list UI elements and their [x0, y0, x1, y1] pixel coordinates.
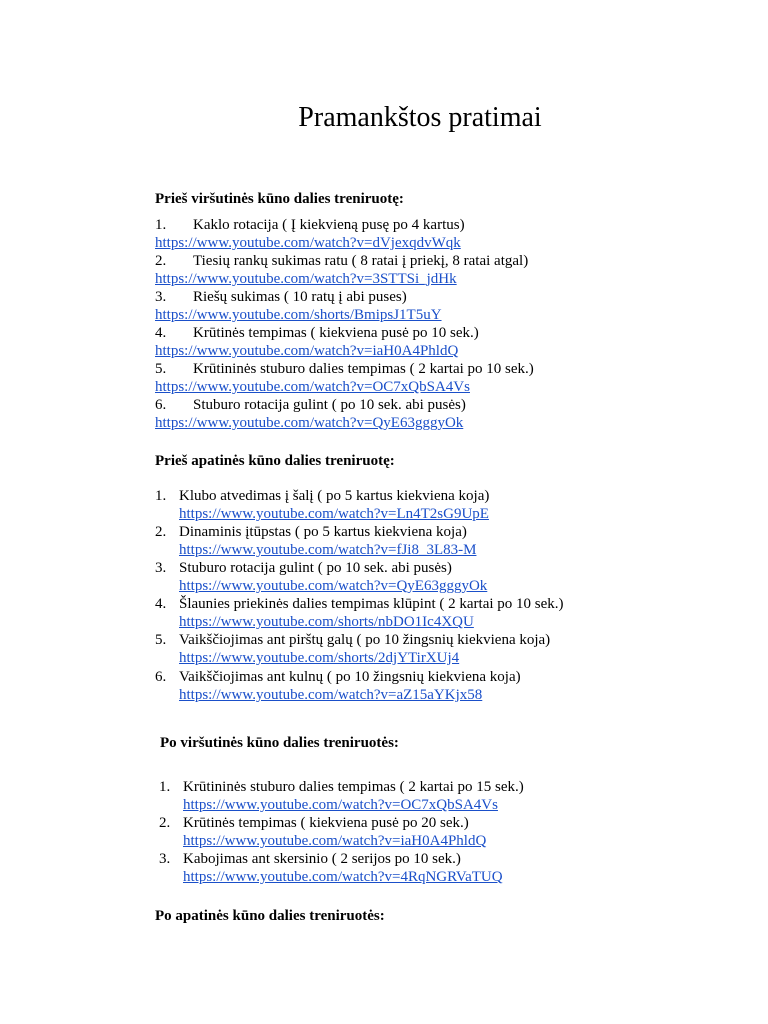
section-heading-upper-after: Po viršutinės kūno dalies treniruotės:: [160, 735, 399, 751]
item-number: 4.: [155, 325, 167, 341]
list-item: [159, 850, 461, 868]
item-number: 4.: [155, 596, 167, 612]
item-text: Klubo atvedimas į šalį ( po 5 kartus kiekviena koja): [179, 488, 490, 504]
item-number: 1.: [159, 779, 171, 795]
list-item: [155, 216, 465, 234]
video-link[interactable]: https://www.youtube.com/watch?v=QyE63gggyOk: [179, 578, 488, 594]
list-item: [155, 360, 534, 378]
item-text: Stuburo rotacija gulint ( po 10 sek. abi pusės): [193, 397, 466, 413]
list-item: [155, 396, 466, 414]
item-number: 6.: [155, 669, 167, 685]
item-text: Krūtininės stuburo dalies tempimas ( 2 kartai po 10 sek.): [193, 361, 534, 377]
list-item: [155, 523, 467, 541]
item-text: Vaikščiojimas ant kulnų ( po 10 žingsnių kiekviena koja): [179, 669, 521, 685]
item-number: 3.: [155, 289, 167, 305]
document-title: Pramankštos pratimai: [298, 102, 542, 133]
item-text: Krūtininės stuburo dalies tempimas ( 2 kartai po 15 sek.): [183, 779, 524, 795]
video-link[interactable]: https://www.youtube.com/watch?v=fJi8_3L83-M: [179, 542, 477, 558]
video-link[interactable]: https://www.youtube.com/watch?v=4RqNGRVaTUQ: [183, 869, 503, 885]
item-number: 5.: [155, 361, 167, 377]
item-text: Vaikščiojimas ant pirštų galų ( po 10 žingsnių kiekviena koja): [179, 632, 551, 648]
list-item: [155, 559, 452, 577]
video-link[interactable]: https://www.youtube.com/shorts/2djYTirXUj4: [179, 650, 460, 666]
item-text: Stuburo rotacija gulint ( po 10 sek. abi pusės): [179, 560, 452, 576]
list-item: [159, 814, 469, 832]
video-link[interactable]: https://www.youtube.com/watch?v=3STTSi_jdHk: [155, 271, 457, 287]
section-heading-upper-before: Prieš viršutinės kūno dalies treniruotę:: [155, 191, 404, 207]
list-item: [155, 324, 479, 342]
video-link[interactable]: https://www.youtube.com/watch?v=iaH0A4PhldQ: [183, 833, 487, 849]
video-link[interactable]: https://www.youtube.com/shorts/nbDO1Ic4XQU: [179, 614, 474, 630]
section-heading-lower-after: Po apatinės kūno dalies treniruotės:: [155, 908, 385, 924]
video-link[interactable]: https://www.youtube.com/watch?v=Ln4T2sG9UpE: [179, 506, 489, 522]
item-text: Krūtinės tempimas ( kiekviena pusė po 10 sek.): [193, 325, 479, 341]
item-text: Tiesių rankų sukimas ratu ( 8 ratai į priekį, 8 ratai atgal): [193, 253, 529, 269]
item-text: Šlaunies priekinės dalies tempimas klūpint ( 2 kartai po 10 sek.): [179, 596, 564, 612]
item-text: Dinaminis įtūpstas ( po 5 kartus kiekviena koja): [179, 524, 467, 540]
item-text: Riešų sukimas ( 10 ratų į abi puses): [193, 289, 407, 305]
video-link[interactable]: https://www.youtube.com/watch?v=aZ15aYKjx58: [179, 687, 483, 703]
item-text: Krūtinės tempimas ( kiekviena pusė po 20 sek.): [183, 815, 469, 831]
list-item: [155, 631, 550, 649]
list-item: [159, 778, 524, 796]
video-link[interactable]: https://www.youtube.com/watch?v=OC7xQbSA4Vs: [183, 797, 498, 813]
item-number: 2.: [155, 524, 167, 540]
video-link[interactable]: https://www.youtube.com/watch?v=iaH0A4PhldQ: [155, 343, 459, 359]
section-heading-lower-before: Prieš apatinės kūno dalies treniruotę:: [155, 453, 395, 469]
list-item: [155, 288, 407, 306]
video-link[interactable]: https://www.youtube.com/shorts/BmipsJ1T5uY: [155, 307, 442, 323]
list-item: [155, 487, 489, 505]
item-number: 3.: [155, 560, 167, 576]
list-item: [155, 252, 528, 270]
item-number: 5.: [155, 632, 167, 648]
video-link[interactable]: https://www.youtube.com/watch?v=dVjexqdvWqk: [155, 235, 461, 251]
item-number: 2.: [159, 815, 171, 831]
item-text: Kabojimas ant skersinio ( 2 serijos po 10 sek.): [183, 851, 461, 867]
video-link[interactable]: https://www.youtube.com/watch?v=QyE63gggyOk: [155, 415, 464, 431]
list-item: [155, 668, 521, 686]
item-number: 1.: [155, 488, 167, 504]
list-item: [155, 595, 564, 613]
item-number: 1.: [155, 217, 167, 233]
item-text: Kaklo rotacija ( Į kiekvieną pusę po 4 kartus): [193, 217, 465, 233]
item-number: 6.: [155, 397, 167, 413]
item-number: 3.: [159, 851, 171, 867]
item-number: 2.: [155, 253, 167, 269]
video-link[interactable]: https://www.youtube.com/watch?v=OC7xQbSA4Vs: [155, 379, 470, 395]
